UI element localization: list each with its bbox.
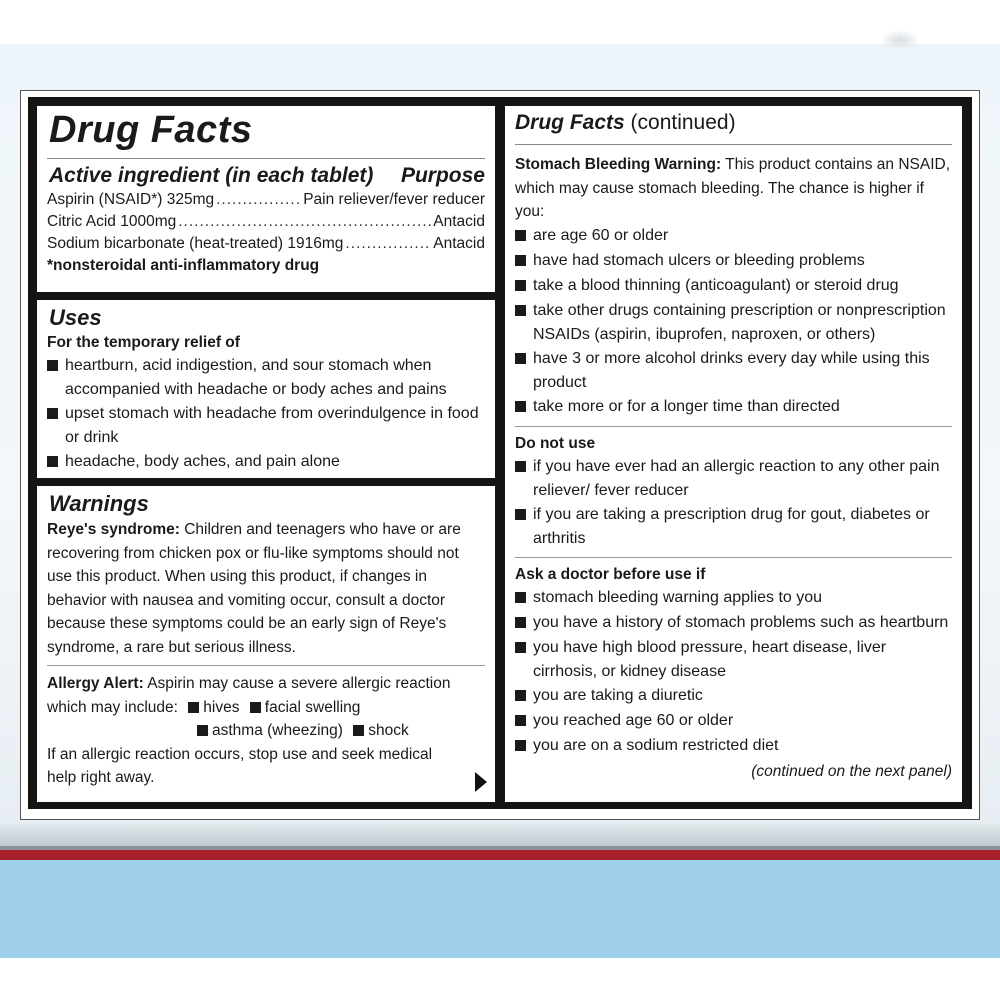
allergy-item: shock [368, 722, 409, 739]
allergy-item: asthma (wheezing) [212, 722, 343, 739]
stomach-item [515, 224, 952, 249]
uses-panel [37, 300, 495, 478]
bullet-square-icon [515, 503, 533, 551]
uses-item [47, 450, 485, 475]
reyes-label: Reye's syndrome: [47, 521, 180, 538]
stomach-item-text: are age 60 or older [533, 226, 669, 244]
do-not-use-item-text: if you have ever had an allergic reaction to any other pain reliever/ fever reducer [533, 457, 940, 499]
bullet-square-icon [188, 702, 199, 713]
bullet-square-icon [515, 249, 533, 274]
divider [515, 557, 952, 558]
ask-doctor-item-text: you have a history of stomach problems such as heartburn [533, 613, 949, 631]
warnings-panel [37, 486, 495, 802]
background-top [0, 0, 1000, 44]
ask-doctor-item [515, 734, 952, 759]
bullet-square-icon [250, 702, 261, 713]
bullet-square-icon [515, 684, 533, 709]
leader-dots [178, 211, 431, 233]
do-not-use-item-text: if you are taking a prescription drug for gout, diabetes or arthritis [533, 505, 930, 547]
bullet-square-icon [353, 725, 364, 736]
ingredient-purpose: Antacid [433, 213, 485, 230]
bullet-square-icon [47, 354, 65, 402]
do-not-use-item [515, 503, 952, 551]
divider [47, 665, 485, 666]
background-smudge [880, 30, 920, 50]
stomach-item [515, 249, 952, 274]
ingredient-row [47, 211, 485, 233]
warnings-title: Warnings [49, 491, 149, 516]
active-ingredient-heading: Active ingredient (in each tablet) [49, 164, 374, 187]
continued-next-panel-note: (continued on the next panel) [751, 762, 952, 780]
bullet-square-icon [197, 725, 208, 736]
uses-item [47, 402, 485, 450]
ask-doctor-item [515, 586, 952, 611]
continued-panel [505, 106, 962, 802]
allergy-alert-continued [47, 719, 485, 743]
stomach-item-text: take more or for a longer time than directed [533, 397, 840, 415]
ingredient-row [47, 189, 485, 211]
divider [515, 144, 952, 145]
uses-item-text: headache, body aches, and pain alone [65, 453, 340, 470]
reyes-text: Children and teenagers who have or are recovering from chicken pox or flu-like symptoms should not use this product. When using this product, if changes in behavior with nausea and vomiting occur, consult a doctor because these symptoms could be an early sign of Reye's syndrome, a rare but serious illness. [47, 521, 461, 656]
ingredient-header [47, 163, 485, 189]
allergy-alert [47, 672, 485, 719]
ingredient-name: Citric Acid 1000mg [47, 213, 177, 230]
bullet-square-icon [515, 299, 533, 347]
ask-doctor-item-text: you are on a sodium restricted diet [533, 736, 779, 754]
ask-doctor-item-text: you have high blood pressure, heart disease, liver cirrhosis, or kidney disease [533, 638, 887, 680]
ingredient-purpose: Pain reliever/fever reducer [303, 191, 485, 208]
bullet-square-icon [515, 224, 533, 249]
stomach-item-text: take a blood thinning (anticoagulant) or steroid drug [533, 276, 899, 294]
bullet-square-icon [47, 402, 65, 450]
background-bottom [0, 958, 1000, 1000]
stomach-bleeding-label: Stomach Bleeding Warning: [515, 156, 722, 173]
do-not-use-title: Do not use [515, 434, 596, 452]
ingredient-name: Sodium bicarbonate (heat-treated) 1916mg [47, 235, 344, 252]
uses-item [47, 354, 485, 402]
divider [515, 426, 952, 427]
bullet-square-icon [515, 455, 533, 503]
ask-doctor-title: Ask a doctor before use if [515, 565, 706, 583]
divider [47, 158, 485, 159]
reyes-warning [47, 518, 485, 659]
ask-doctor-item [515, 611, 952, 636]
bullet-square-icon [515, 611, 533, 636]
stomach-bleeding-text: This product contains an NSAID, which may cause stomach bleeding. The chance is higher if you: [515, 156, 950, 220]
background-red-stripe [0, 850, 1000, 860]
bullet-square-icon [515, 709, 533, 734]
bullet-square-icon [515, 347, 533, 395]
uses-item-text: heartburn, acid indigestion, and sour stomach when accompanied with headache or body aches and pains [65, 357, 447, 398]
continued-title-main: Drug Facts [515, 111, 625, 134]
continued-title-suffix: (continued) [630, 111, 736, 134]
leader-dots [345, 233, 431, 255]
ask-doctor-item [515, 709, 952, 734]
ask-doctor-item [515, 636, 952, 684]
ingredient-row [47, 233, 485, 255]
continued-title [515, 108, 952, 138]
allergy-item: hives [203, 698, 240, 716]
stomach-item [515, 395, 952, 420]
next-arrow-icon [475, 772, 487, 792]
ask-doctor-item [515, 684, 952, 709]
bullet-square-icon [515, 274, 533, 299]
stomach-item [515, 274, 952, 299]
uses-subtitle: For the temporary relief of [47, 334, 240, 351]
bullet-square-icon [515, 586, 533, 611]
purpose-heading: Purpose [400, 164, 485, 187]
bullet-square-icon [515, 395, 533, 420]
ask-doctor-item-text: you are taking a diuretic [533, 686, 703, 704]
ingredient-purpose: Antacid [433, 235, 485, 252]
stomach-item-text: have had stomach ulcers or bleeding problems [533, 251, 865, 269]
background-blue-band [0, 860, 1000, 958]
stomach-item-text: have 3 or more alcohol drinks every day while using this product [533, 349, 930, 391]
allergy-label: Allergy Alert: [47, 675, 144, 692]
stomach-item-text: take other drugs containing prescription or nonprescription NSAIDs (aspirin, ibuprofen, naproxen, or others) [533, 301, 946, 343]
ask-doctor-item-text: stomach bleeding warning applies to you [533, 588, 823, 606]
ask-doctor-item-text: you reached age 60 or older [533, 711, 734, 729]
bullet-square-icon [515, 734, 533, 759]
stomach-item [515, 347, 952, 395]
allergy-end-text: If an allergic reaction occurs, stop use and seek medical help right away. [47, 745, 433, 786]
leader-dots [216, 189, 301, 211]
stomach-item [515, 299, 952, 347]
stomach-bleeding-warning [515, 153, 952, 224]
bullet-square-icon [515, 636, 533, 684]
drug-facts-title: Drug Facts [49, 109, 253, 151]
nsaid-footnote: *nonsteroidal anti-inflammatory drug [47, 257, 320, 274]
uses-title: Uses [49, 305, 102, 330]
allergy-item: facial swelling [264, 698, 361, 716]
allergy-text: Aspirin may cause a severe allergic reaction which may include: [47, 675, 451, 716]
do-not-use-item [515, 455, 952, 503]
uses-item-text: upset stomach with headache from overindulgence in food or drink [65, 405, 479, 446]
drug-facts-panel [37, 106, 495, 292]
ingredient-name: Aspirin (NSAID*) 325mg [47, 191, 215, 208]
bullet-square-icon [47, 450, 65, 475]
